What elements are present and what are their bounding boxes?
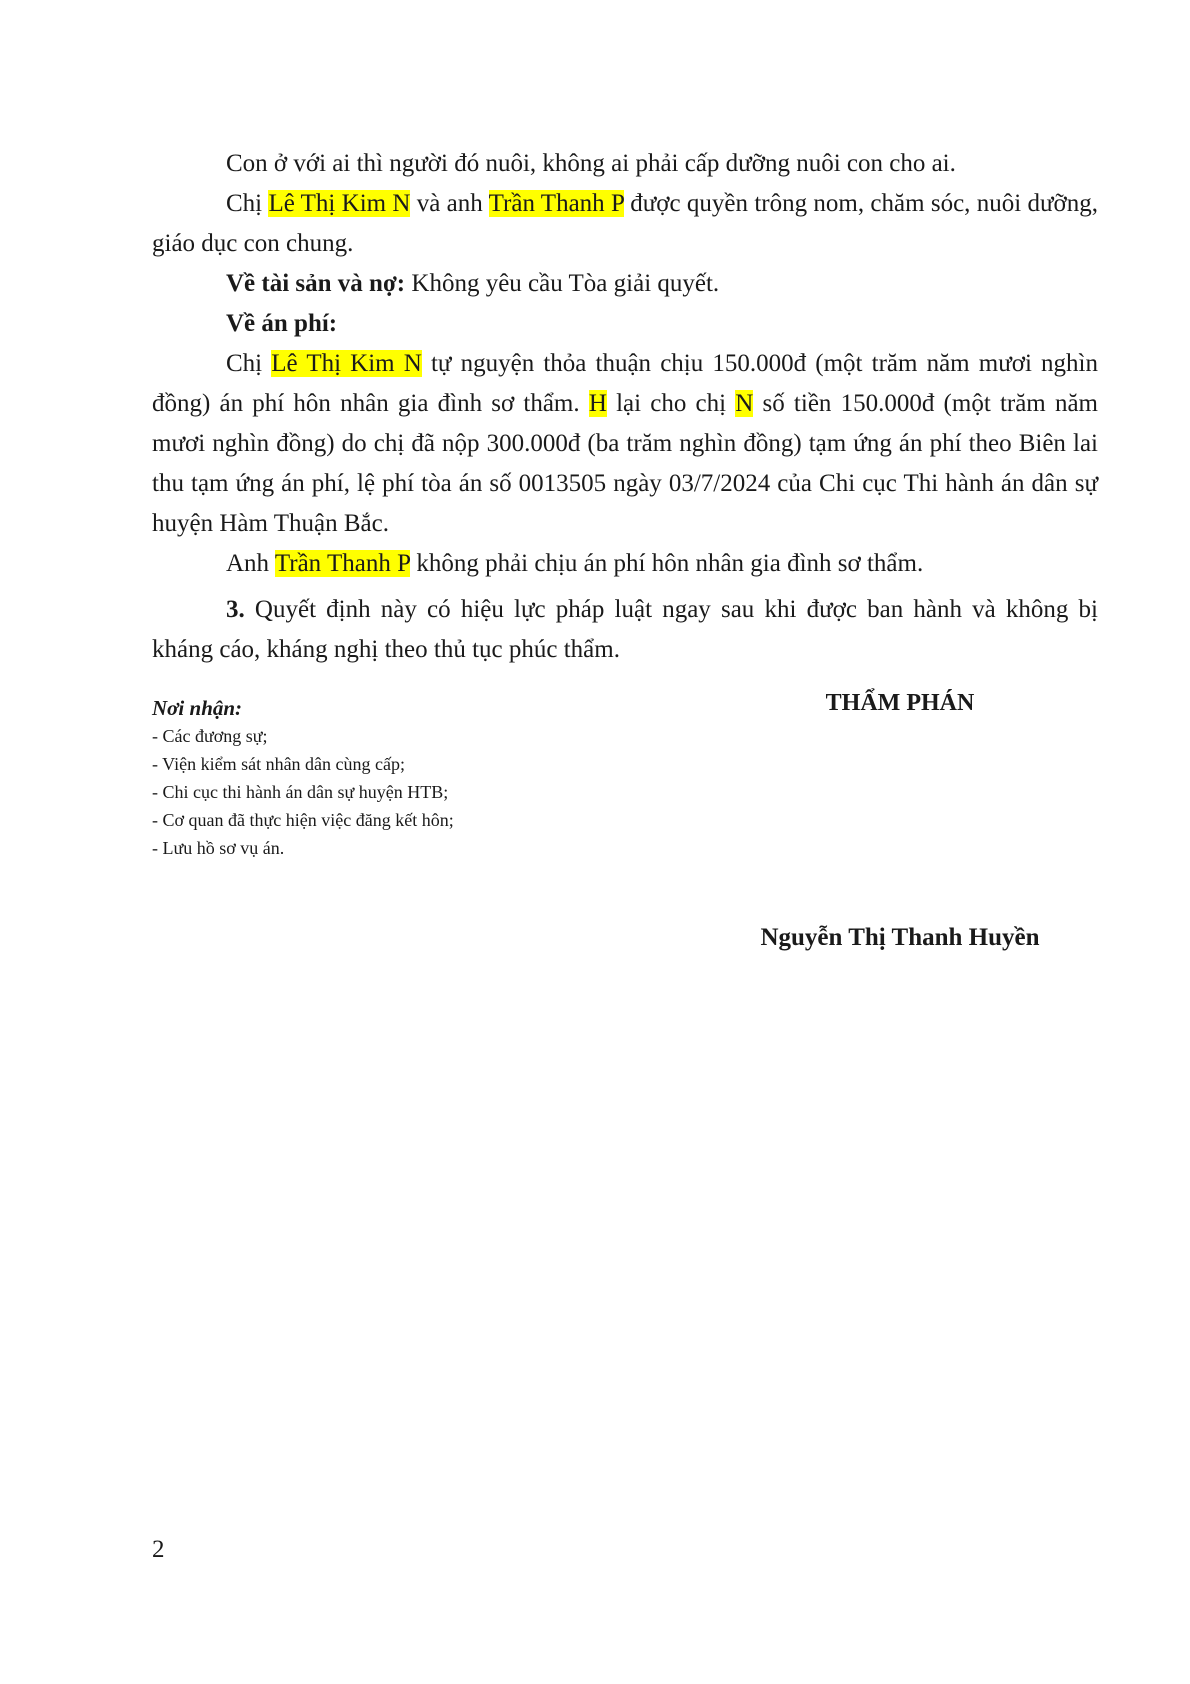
paragraph-exemption [152, 544, 1098, 584]
recipients-heading: Nơi nhận: [152, 696, 243, 720]
recipient-item: - Các đương sự; [152, 726, 268, 746]
text-span: không phải chịu án phí hôn nhân gia đình sơ thẩm. [410, 550, 924, 577]
recipient-item: - Lưu hồ sơ vụ án. [152, 838, 285, 858]
text-span: Chị [226, 190, 269, 217]
highlighted-name: Lê Thị Kim N [268, 190, 411, 217]
text-span: Không yêu cầu Tòa giải quyết. [405, 270, 720, 297]
paragraph-court-fee [152, 344, 1098, 544]
recipient-item: - Chi cục thi hành án dân sự huyện HTB; [152, 782, 449, 802]
highlighted-name: Lê Thị Kim N [271, 350, 422, 377]
highlighted-name: Trần Thanh P [274, 550, 411, 577]
recipient-item: - Viện kiểm sát nhân dân cùng cấp; [152, 754, 406, 774]
signer-name: Nguyễn Thị Thanh Huyền [760, 924, 1040, 951]
page-number: 2 [152, 1536, 165, 1563]
paragraph-effect [152, 590, 1098, 670]
paragraph-assets [152, 264, 1098, 304]
text-span: và anh [410, 190, 489, 217]
paragraph-rights [152, 184, 1098, 264]
highlighted-name: Trần Thanh P [488, 190, 624, 217]
paragraph-custody [152, 144, 1098, 184]
recipient-item: - Cơ quan đã thực hiện việc đăng kết hôn; [152, 810, 454, 830]
section-heading-assets: Về tài sản và nợ: [226, 270, 406, 297]
text-span: Quyết định này có hiệu lực pháp luật ngay sau khi được ban hành và không bị kháng cáo, kháng nghị theo thủ tục phúc thẩm. [152, 596, 1098, 663]
item-number: 3. [226, 596, 245, 623]
paragraph-custody-text: Con ở với ai thì người đó nuôi, không ai phải cấp dưỡng nuôi con cho ai. [226, 150, 956, 177]
text-span: tự nguyện thỏa thuận chịu 150.000đ (một trăm năm mươi nghìn đồng) án phí hôn nhân gia đình sơ thẩm. [152, 350, 1098, 417]
highlighted-redaction: H [588, 390, 607, 417]
text-span: Chị [226, 350, 272, 377]
signature-title: THẨM PHÁN [825, 690, 975, 716]
section-heading-court-fee: Về án phí: [226, 310, 338, 337]
document-body [152, 144, 1098, 670]
recipients-block [152, 694, 712, 862]
text-span: số tiền 150.000đ (một trăm năm mươi nghìn đồng) do chị đã nộp 300.000đ (ba trăm nghìn đồng) tạm ứng án phí theo Biên lai thu tạm ứng án phí, lệ phí tòa án số 0013505 ngày 03/7/2024 của Chi cục Thi hành án dân sự huyện Hàm Thuận Bắc. [152, 390, 1098, 537]
text-span: Anh [226, 550, 275, 577]
text-span: lại cho chị [606, 390, 736, 417]
highlighted-name: N [735, 390, 754, 417]
text-span: được quyền trông nom, chăm sóc, nuôi dưỡng, giáo dục con chung. [152, 190, 1098, 257]
paragraph-court-fee-heading [152, 304, 1098, 344]
